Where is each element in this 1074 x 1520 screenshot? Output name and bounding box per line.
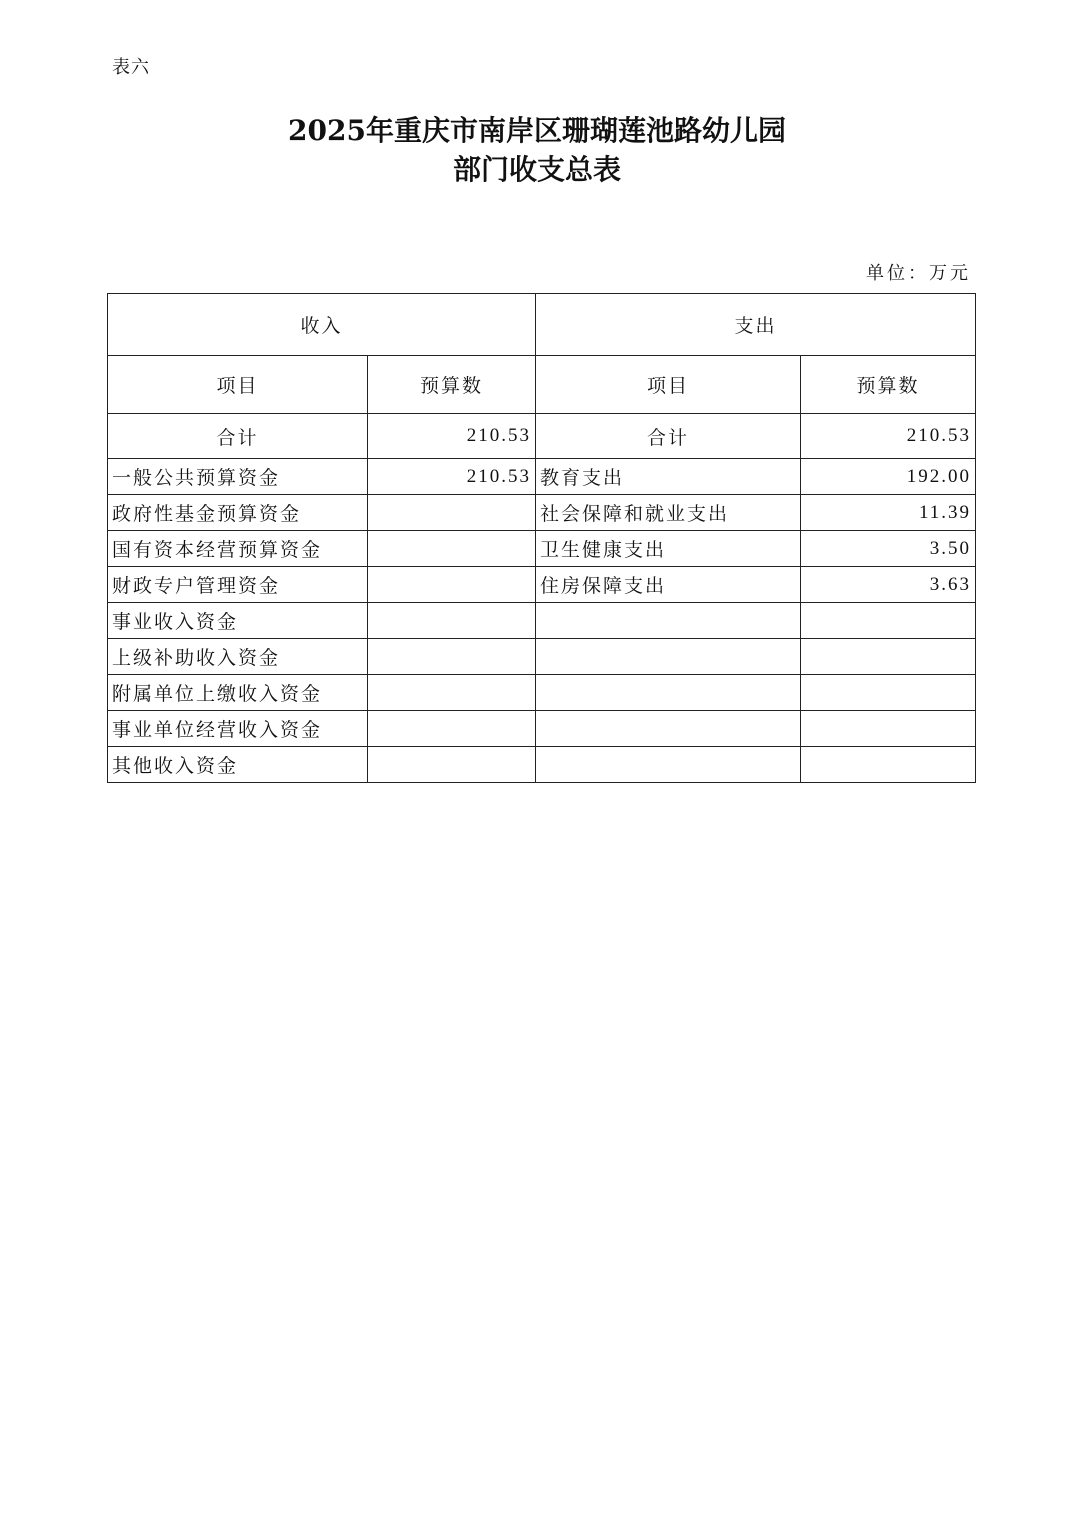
expense-item: 教育支出 bbox=[536, 459, 801, 495]
table-row bbox=[108, 459, 976, 495]
table-row bbox=[108, 675, 976, 711]
income-item: 财政专户管理资金 bbox=[108, 567, 368, 603]
income-value bbox=[368, 495, 536, 531]
expense-item: 住房保障支出 bbox=[536, 567, 801, 603]
expense-item: 卫生健康支出 bbox=[536, 531, 801, 567]
income-value bbox=[368, 747, 536, 783]
income-total-label: 合计 bbox=[108, 414, 368, 459]
page-subtitle: 部门收支总表 bbox=[452, 153, 621, 186]
expense-value bbox=[801, 711, 976, 747]
table-row bbox=[108, 531, 976, 567]
expense-item: 社会保障和就业支出 bbox=[536, 495, 801, 531]
income-value bbox=[368, 567, 536, 603]
header-row-main bbox=[108, 294, 976, 356]
expense-total-label: 合计 bbox=[536, 414, 801, 459]
unit-label: 单位：万元 bbox=[866, 263, 971, 284]
income-item: 一般公共预算资金 bbox=[108, 459, 368, 495]
expense-item-header: 项目 bbox=[536, 356, 801, 414]
income-value bbox=[368, 711, 536, 747]
income-item: 国有资本经营预算资金 bbox=[108, 531, 368, 567]
income-item: 事业单位经营收入资金 bbox=[108, 711, 368, 747]
expense-header: 支出 bbox=[536, 294, 976, 356]
expense-value bbox=[801, 639, 976, 675]
table-row bbox=[108, 495, 976, 531]
income-item: 政府性基金预算资金 bbox=[108, 495, 368, 531]
table-row bbox=[108, 711, 976, 747]
income-item-header: 项目 bbox=[108, 356, 368, 414]
income-item: 其他收入资金 bbox=[108, 747, 368, 783]
header-row-sub bbox=[108, 356, 976, 414]
income-total-value: 210.53 bbox=[368, 414, 536, 459]
expense-value: 3.63 bbox=[801, 567, 976, 603]
total-row bbox=[108, 414, 976, 459]
income-value bbox=[368, 603, 536, 639]
table-label: 表六 bbox=[112, 57, 150, 78]
income-item: 附属单位上缴收入资金 bbox=[108, 675, 368, 711]
expense-total-value: 210.53 bbox=[801, 414, 976, 459]
table-row bbox=[108, 567, 976, 603]
income-header: 收入 bbox=[108, 294, 536, 356]
expense-item bbox=[536, 675, 801, 711]
expense-item bbox=[536, 711, 801, 747]
expense-value bbox=[801, 675, 976, 711]
expense-value bbox=[801, 747, 976, 783]
expense-item bbox=[536, 603, 801, 639]
table-row bbox=[108, 639, 976, 675]
table-row bbox=[108, 603, 976, 639]
income-budget-header: 预算数 bbox=[368, 356, 536, 414]
expense-item bbox=[536, 639, 801, 675]
budget-table bbox=[107, 293, 976, 783]
table-row bbox=[108, 747, 976, 783]
expense-value: 3.50 bbox=[801, 531, 976, 567]
income-item: 事业收入资金 bbox=[108, 603, 368, 639]
expense-budget-header: 预算数 bbox=[801, 356, 976, 414]
expense-value bbox=[801, 603, 976, 639]
income-value: 210.53 bbox=[368, 459, 536, 495]
page-title: 2025年重庆市南岸区珊瑚莲池路幼儿园 bbox=[288, 114, 786, 147]
income-value bbox=[368, 639, 536, 675]
income-value bbox=[368, 675, 536, 711]
expense-item bbox=[536, 747, 801, 783]
expense-value: 192.00 bbox=[801, 459, 976, 495]
income-item: 上级补助收入资金 bbox=[108, 639, 368, 675]
income-value bbox=[368, 531, 536, 567]
expense-value: 11.39 bbox=[801, 495, 976, 531]
